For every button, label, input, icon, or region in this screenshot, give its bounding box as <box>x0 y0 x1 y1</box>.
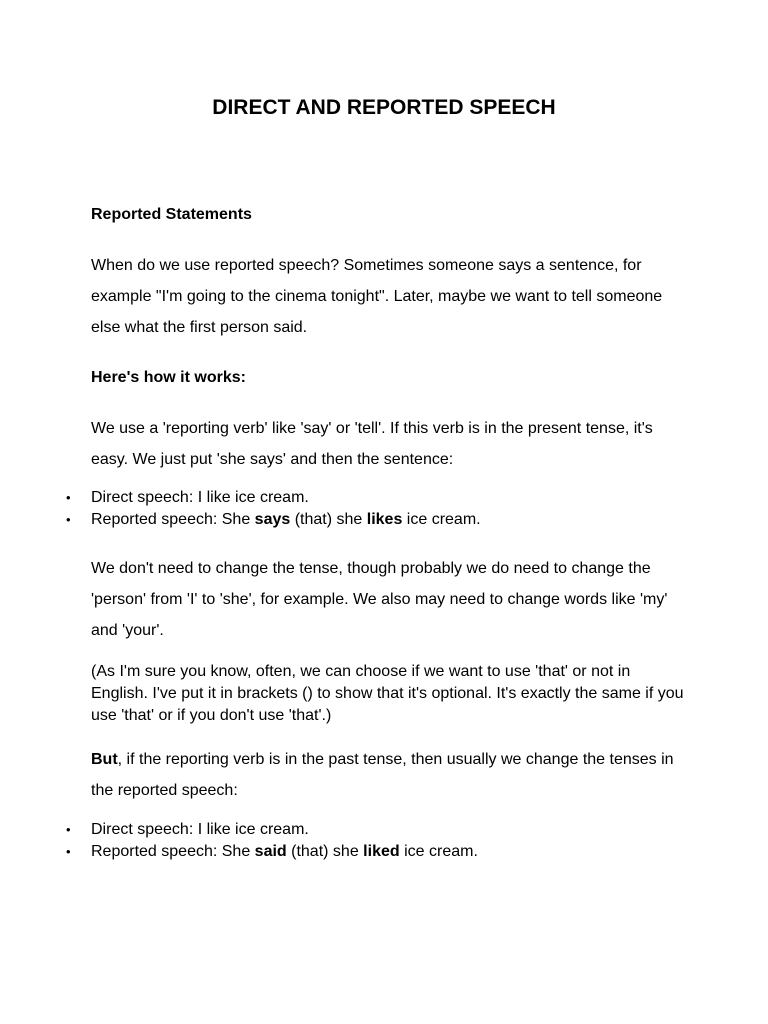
past-examples-list <box>91 819 691 863</box>
list-item: • Reported speech: She says (that) she likes ice cream. <box>91 509 691 531</box>
direct-speech-example: Direct speech: I like ice cream. <box>91 489 309 506</box>
but-emphasis: But <box>91 751 118 768</box>
intro-paragraph: When do we use reported speech? Sometimes someone says a sentence, for example "I'm going to the cinema tonight". Later, maybe we want to tell someone else what the first person said. <box>91 257 663 336</box>
reporting-verb-paragraph: We use a 'reporting verb' like 'say' or 'tell'. If this verb is in the present tense, it's easy. We just put 'she says' and then the sentence: <box>91 420 653 468</box>
verb-liked: liked <box>363 843 400 860</box>
verb-likes: likes <box>366 511 403 528</box>
how-it-works-heading: Here's how it works: <box>91 369 246 386</box>
reporting-verb-says: says <box>254 511 291 528</box>
no-change-paragraph: We don't need to change the tense, though probably we do need to change the 'person' from 'I' to 'she', for example. We also may need to change words like 'my' and 'your'. <box>91 560 668 639</box>
direct-speech-example: Direct speech: I like ice cream. <box>91 821 309 838</box>
past-tense-paragraph: But, if the reporting verb is in the past tense, then usually we change the tenses in the reported speech: <box>91 751 674 799</box>
section-heading: Reported Statements <box>91 206 252 223</box>
document-title: DIRECT AND REPORTED SPEECH <box>212 96 556 119</box>
list-item <box>91 819 691 841</box>
reporting-verb-said: said <box>254 843 287 860</box>
brackets-paragraph: (As I'm sure you know, often, we can choose if we want to use 'that' or not in English. I've put it in brackets () to show that it's optional. It's exactly the same if you use 'that' or if you don't use 'that'.) <box>91 663 684 724</box>
list-item <box>91 487 691 509</box>
present-examples-list <box>91 487 691 531</box>
list-item: • Reported speech: She said (that) she liked ice cream. <box>91 841 691 863</box>
